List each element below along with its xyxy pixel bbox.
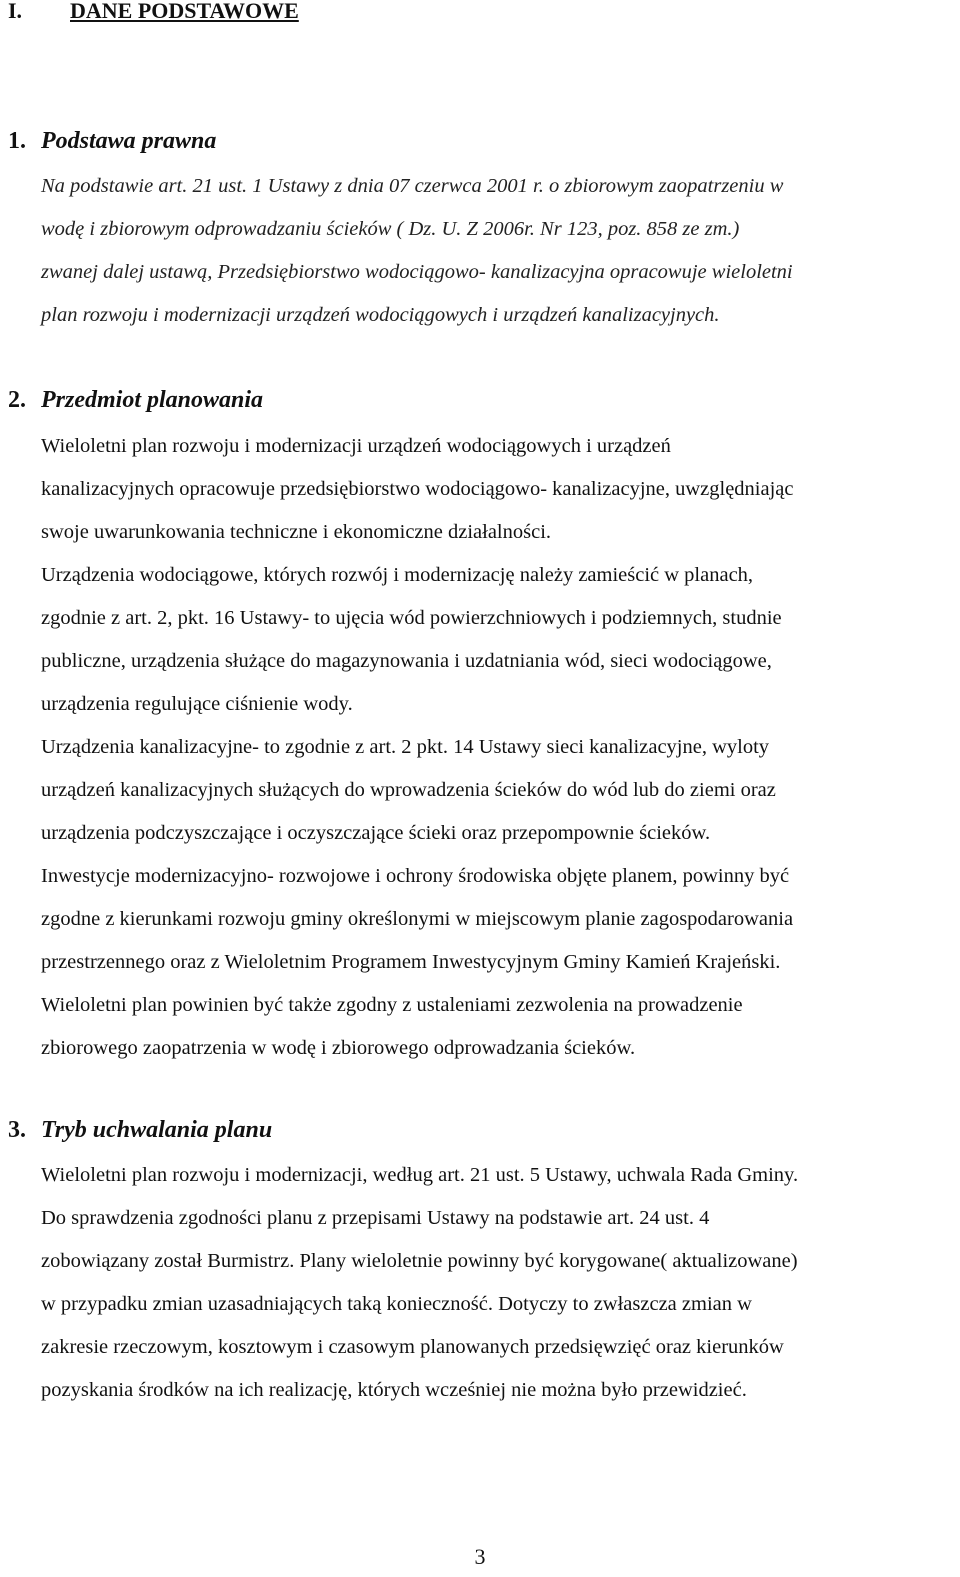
section-title-text: DANE PODSTAWOWE	[70, 0, 299, 23]
paragraph-line: publiczne, urządzenia służące do magazynowania i uzdatniania wód, sieci wodociągowe,	[41, 650, 772, 672]
paragraph-line: zgodnie z art. 2, pkt. 16 Ustawy- to ujęcia wód powierzchniowych i podziemnych, studnie	[41, 607, 782, 629]
subsection-3-paragraph	[41, 1154, 956, 1412]
subsection-3-title: Tryb uchwalania planu	[41, 1117, 273, 1143]
paragraph-line: Wieloletni plan rozwoju i modernizacji urządzeń wodociągowych i urządzeń	[41, 435, 671, 457]
paragraph-line: Inwestycje modernizacyjno- rozwojowe i ochrony środowiska objęte planem, powinny być	[41, 865, 790, 887]
paragraph-line: Do sprawdzenia zgodności planu z przepisami Ustawy na podstawie art. 24 ust. 4	[41, 1207, 710, 1229]
paragraph-line: Wieloletni plan powinien być także zgodny z ustaleniami zezwolenia na prowadzenie	[41, 994, 743, 1016]
paragraph-line: zwanej dalej ustawą, Przedsiębiorstwo wodociągowo- kanalizacyjna opracowuje wieloletni	[41, 261, 793, 283]
paragraph-line: wodę i zbiorowym odprowadzaniu ścieków ( Dz. U. Z 2006r. Nr 123, poz. 858 ze zm.)	[41, 218, 740, 240]
subsection-3-number: 3.	[8, 1117, 26, 1143]
paragraph-line: w przypadku zmian uzasadniających taką konieczność. Dotyczy to zwłaszcza zmian w	[41, 1293, 752, 1315]
subsection-3-heading	[8, 1115, 272, 1145]
paragraph-line: kanalizacyjnych opracowuje przedsiębiorstwo wodociągowo- kanalizacyjne, uwzględniając	[41, 478, 794, 500]
paragraph-line: przestrzennego oraz z Wieloletnim Programem Inwestycyjnym Gminy Kamień Krajeński.	[41, 951, 781, 973]
subsection-1-title: Podstawa prawna	[41, 128, 217, 154]
subsection-1-paragraph	[41, 165, 956, 337]
paragraph-line: Urządzenia wodociągowe, których rozwój i modernizację należy zamieścić w planach,	[41, 564, 754, 586]
paragraph-line: Urządzenia kanalizacyjne- to zgodnie z art. 2 pkt. 14 Ustawy sieci kanalizacyjne, wyloty	[41, 736, 770, 758]
subsection-1-heading	[8, 126, 216, 156]
paragraph-line: pozyskania środków na ich realizację, których wcześniej nie można było przewidzieć.	[41, 1379, 747, 1401]
section-number: I.	[8, 0, 23, 23]
paragraph-line: plan rozwoju i modernizacji urządzeń wodociągowych i urządzeń kanalizacyjnych.	[41, 304, 720, 326]
paragraph-line: Na podstawie art. 21 ust. 1 Ustawy z dnia 07 czerwca 2001 r. o zbiorowym zaopatrzeniu w	[41, 175, 784, 197]
paragraph-line: zbiorowego zaopatrzenia w wodę i zbiorowego odprowadzania ścieków.	[41, 1037, 636, 1059]
paragraph-line: swoje uwarunkowania techniczne i ekonomiczne działalności.	[41, 521, 552, 543]
subsection-2-title: Przedmiot planowania	[41, 387, 264, 413]
paragraph-line: Wieloletni plan rozwoju i modernizacji, według art. 21 ust. 5 Ustawy, uchwala Rada Gminy.	[41, 1164, 799, 1186]
paragraph-line: urządzenia regulujące ciśnienie wody.	[41, 693, 353, 715]
paragraph-line: zakresie rzeczowym, kosztowym i czasowym planowanych przedsięwzięć oraz kierunków	[41, 1336, 784, 1358]
page-number: 3	[474, 1544, 486, 1569]
subsection-2-number: 2.	[8, 387, 26, 413]
paragraph-line: zobowiązany został Burmistrz. Plany wieloletnie powinny być korygowane( aktualizowane)	[41, 1250, 798, 1272]
subsection-2-paragraph	[41, 425, 956, 1070]
paragraph-line: urządzenia podczyszczające i oczyszczające ścieki oraz przepompownie ścieków.	[41, 822, 711, 844]
paragraph-line: urządzeń kanalizacyjnych służących do wprowadzenia ścieków do wód lub do ziemi oraz	[41, 779, 776, 801]
section-title	[8, 0, 299, 26]
paragraph-line: zgodne z kierunkami rozwoju gminy określonymi w miejscowym planie zagospodarowania	[41, 908, 794, 930]
subsection-2-heading	[8, 385, 263, 415]
subsection-1-number: 1.	[8, 128, 26, 154]
